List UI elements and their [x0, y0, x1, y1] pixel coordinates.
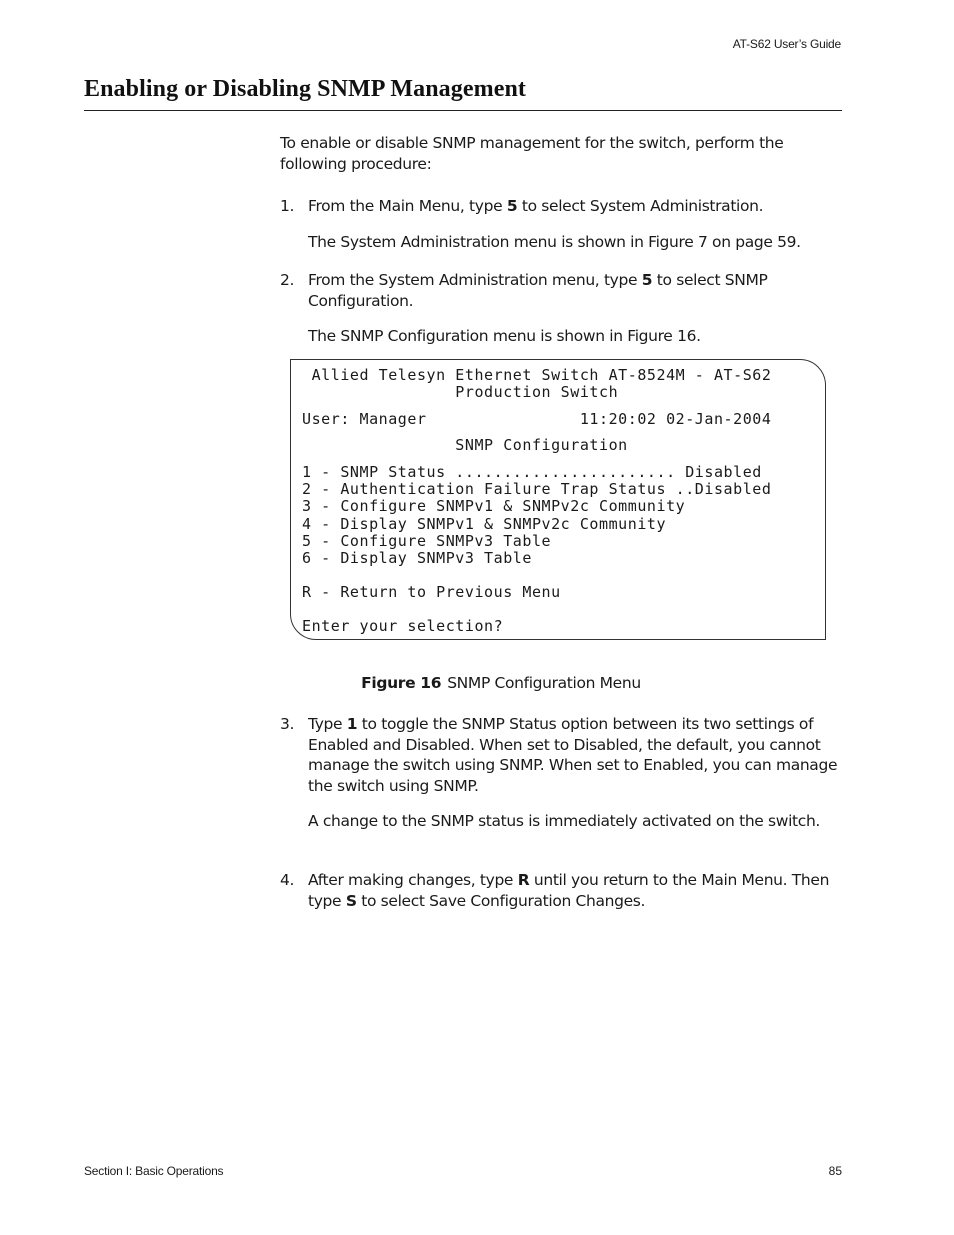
- key-label: S: [345, 891, 357, 910]
- key-label: 5: [506, 197, 518, 215]
- terminal-line: Allied Telesyn Ethernet Switch AT-8524M - AT-S62: [302, 366, 772, 384]
- step-2-note: The SNMP Configuration menu is shown in Figure 16.: [308, 327, 701, 345]
- step-3-note: A change to the SNMP status is immediately activated on the switch.: [308, 812, 821, 830]
- step-number: 1.: [280, 197, 295, 215]
- terminal-line: Production Switch: [302, 383, 619, 401]
- step-text: After making changes, type R until you return to the Main Menu. Then type S to select Save Configuration Changes.: [308, 871, 830, 910]
- terminal-line: 4 - Display SNMPv1 & SNMPv2c Community: [302, 515, 667, 533]
- step-number: 3.: [280, 715, 295, 733]
- figure-caption-text: SNMP Configuration Menu: [447, 674, 641, 692]
- key-label: 5: [641, 271, 653, 289]
- terminal-line: R - Return to Previous Menu: [302, 583, 561, 601]
- terminal-line: 6 - Display SNMPv3 Table: [302, 549, 532, 567]
- key-label: 1: [346, 715, 358, 733]
- intro-paragraph: [280, 133, 842, 174]
- figure-label: Figure 16: [361, 674, 442, 692]
- terminal-line: Enter your selection?: [302, 617, 504, 635]
- intro-text: To enable or disable SNMP management for the switch, perform the following procedure:: [280, 134, 784, 173]
- step-text: From the Main Menu, type 5 to select System Administration.: [308, 197, 764, 215]
- step-text: From the System Administration menu, type 5 to select SNMP Configuration.: [308, 271, 768, 310]
- terminal-line: SNMP Configuration: [302, 436, 628, 454]
- step-text: Type 1 to toggle the SNMP Status option between its two settings of Enabled and Disabled. When set to Disabled, the default, you cannot manage the switch using SNMP. When set to Enabled, you can manage the switch using SNMP.: [308, 715, 838, 795]
- footer-section: Section I: Basic Operations: [84, 1164, 224, 1178]
- step-number: 2.: [280, 271, 295, 289]
- step-4: [280, 870, 842, 911]
- page-number: 85: [828, 1164, 842, 1178]
- step-3: [280, 714, 842, 796]
- key-label: R: [517, 871, 530, 889]
- step-1-note: The System Administration menu is shown in Figure 7 on page 59.: [308, 233, 801, 251]
- running-header: AT-S62 User’s Guide: [732, 37, 841, 51]
- terminal-line: 2 - Authentication Failure Trap Status ..Disabled: [302, 480, 772, 498]
- terminal-line: 1 - SNMP Status ....................... Disabled: [302, 463, 762, 481]
- terminal-line: 3 - Configure SNMPv1 & SNMPv2c Community: [302, 497, 686, 515]
- step-1: [280, 196, 842, 217]
- terminal-line: 5 - Configure SNMPv3 Table: [302, 532, 552, 550]
- terminal-line: User: Manager 11:20:02 02-Jan-2004: [302, 410, 772, 428]
- title-rule: [84, 110, 842, 111]
- step-2: [280, 270, 842, 311]
- section-title: Enabling or Disabling SNMP Management: [84, 76, 526, 102]
- step-number: 4.: [280, 871, 295, 889]
- figure-caption: [0, 674, 954, 692]
